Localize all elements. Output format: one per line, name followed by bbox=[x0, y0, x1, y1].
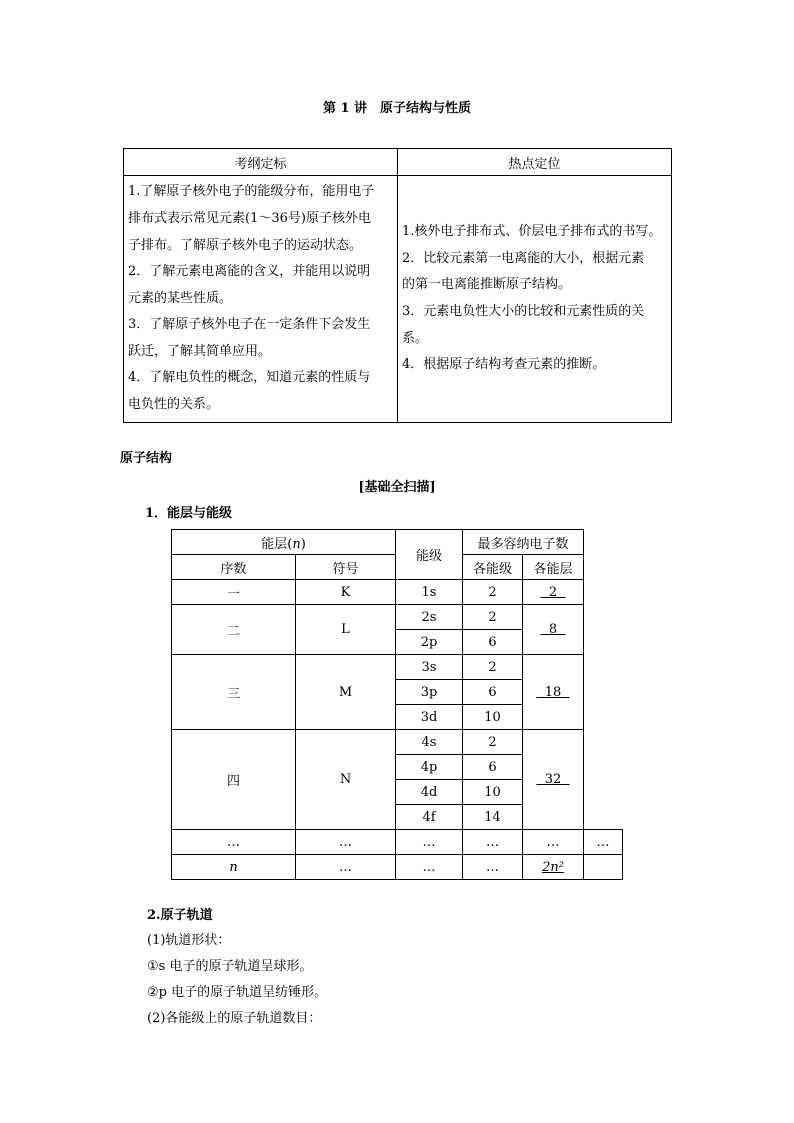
sublevel-cell: 2s bbox=[396, 605, 463, 630]
page-title: 第 1 讲 原子结构与性质 bbox=[322, 101, 472, 116]
outline-left-line: 元素的某些性质。 bbox=[128, 290, 233, 306]
count-cell: 10 bbox=[463, 780, 523, 805]
count-cell: 10 bbox=[463, 705, 523, 730]
count-cell: 2 bbox=[463, 730, 523, 755]
sublevel-cell: 4p bbox=[396, 755, 463, 780]
sublevel-cell: 3s bbox=[396, 655, 463, 680]
empty-cell bbox=[584, 680, 623, 705]
outline-header-right: 热点定位 bbox=[398, 149, 672, 176]
ellipsis-cell: … bbox=[296, 855, 396, 880]
header-max-electrons: 最多容纳电子数 bbox=[463, 530, 584, 555]
order-cell: 一 bbox=[172, 580, 296, 605]
n-layer-value: 2n² bbox=[542, 859, 564, 875]
empty-cell bbox=[584, 730, 623, 755]
ellipsis-cell: … bbox=[296, 830, 396, 855]
ellipsis-cell: … bbox=[396, 855, 463, 880]
outline-left-line: 排布式表示常见元素(1～36号)原子核外电 bbox=[128, 210, 371, 226]
header-symbol: 符号 bbox=[296, 555, 396, 580]
symbol-cell: N bbox=[296, 730, 396, 830]
order-cell: 二 bbox=[172, 605, 296, 655]
header-each-layer: 各能层 bbox=[523, 555, 584, 580]
empty-cell bbox=[584, 705, 623, 730]
heading-orbital: 2.原子轨道 bbox=[147, 908, 213, 923]
count-cell: 6 bbox=[463, 630, 523, 655]
outline-right-line: 2．比较元素第一电离能的大小，根据元素 bbox=[402, 250, 645, 266]
outline-right-line: 3．元素电负性大小的比较和元素性质的关 bbox=[402, 304, 645, 319]
empty-cell bbox=[584, 855, 623, 880]
energy-level-table bbox=[171, 529, 623, 880]
count-cell: 2 bbox=[463, 605, 523, 630]
outline-left-line: 4．了解电负性的概念，知道元素的性质与 bbox=[128, 370, 371, 386]
outline-left-line: 1.了解原子核外电子的能级分布，能用电子 bbox=[128, 184, 375, 200]
outline-right-line: 系。 bbox=[402, 330, 429, 346]
sublevel-cell: 4f bbox=[396, 805, 463, 830]
shape-heading: (1)轨道形状： bbox=[147, 933, 231, 948]
empty-cell bbox=[584, 655, 623, 680]
empty-cell bbox=[584, 580, 623, 605]
count-cell: 2 bbox=[463, 655, 523, 680]
outline-right-line: 1.核外电子排布式、价层电子排布式的书写。 bbox=[402, 224, 662, 240]
count-cell: 6 bbox=[463, 755, 523, 780]
outline-left-line: 子排布。了解原子核外电子的运动状态。 bbox=[128, 237, 363, 253]
header-sublevel: 能级 bbox=[396, 530, 463, 580]
empty-cell bbox=[584, 805, 623, 830]
outline-left-line: 3．了解原子核外电子在一定条件下会发生 bbox=[128, 317, 371, 333]
symbol-cell: M bbox=[296, 655, 396, 730]
section-title: 原子结构 bbox=[120, 451, 173, 466]
layer-total-cell bbox=[523, 580, 584, 605]
empty-cell bbox=[584, 555, 623, 580]
ellipsis-cell: … bbox=[172, 830, 296, 855]
layer-total-cell bbox=[523, 730, 584, 830]
layer-total-value: 8 bbox=[548, 622, 558, 637]
empty-cell bbox=[584, 630, 623, 655]
symbol-cell: L bbox=[296, 605, 396, 655]
s-orbital-shape: ①s 电子的原子轨道呈球形。 bbox=[147, 959, 313, 974]
outline-left-cell bbox=[124, 176, 398, 423]
sublevel-cell: 4d bbox=[396, 780, 463, 805]
sublevel-cell: 3d bbox=[396, 705, 463, 730]
outline-left-line: 电负性的关系。 bbox=[128, 397, 220, 413]
outline-left-line: 跃迁，了解其简单应用。 bbox=[128, 343, 272, 359]
order-cell: 三 bbox=[172, 655, 296, 730]
sublevel-cell: 3p bbox=[396, 680, 463, 705]
outline-right-line: 的第一电离能推断原子结构。 bbox=[402, 277, 572, 293]
sublevel-cell: 1s bbox=[396, 580, 463, 605]
p-orbital-shape: ②p 电子的原子轨道呈纺锤形。 bbox=[147, 985, 328, 1000]
outline-right-cell bbox=[398, 176, 672, 423]
order-cell: 四 bbox=[172, 730, 296, 830]
count-cell: 2 bbox=[463, 580, 523, 605]
n-cell: n bbox=[172, 855, 296, 880]
empty-cell bbox=[584, 780, 623, 805]
layer-total-cell bbox=[523, 655, 584, 730]
n-layer-cell bbox=[523, 855, 584, 880]
empty-cell bbox=[584, 605, 623, 630]
ellipsis-cell: … bbox=[396, 830, 463, 855]
layer-total-value: 32 bbox=[544, 772, 562, 787]
header-order: 序数 bbox=[172, 555, 296, 580]
count-cell: 6 bbox=[463, 680, 523, 705]
sublevel-cell: 4s bbox=[396, 730, 463, 755]
ellipsis-cell: … bbox=[463, 830, 523, 855]
symbol-cell: K bbox=[296, 580, 396, 605]
header-layer: 能层(n) bbox=[172, 530, 396, 555]
layer-total-value: 18 bbox=[544, 684, 562, 700]
layer-total-cell bbox=[523, 605, 584, 655]
outline-left-line: 2．了解元素电离能的含义，并能用以说明 bbox=[128, 264, 371, 280]
outline-right-line: 4．根据原子结构考查元素的推断。 bbox=[402, 357, 606, 373]
outline-header-left: 考纲定标 bbox=[124, 149, 398, 176]
heading-energy-levels: 1．能层与能级 bbox=[145, 506, 233, 521]
empty-cell bbox=[584, 755, 623, 780]
sub-title: [基础全扫描] bbox=[358, 480, 436, 495]
orbital-count-heading: (2)各能级上的原子轨道数目： bbox=[147, 1011, 322, 1026]
ellipsis-cell: … bbox=[463, 855, 523, 880]
ellipsis-cell: … bbox=[523, 830, 584, 855]
ellipsis-cell: … bbox=[584, 830, 623, 855]
sublevel-cell: 2p bbox=[396, 630, 463, 655]
empty-cell bbox=[584, 530, 623, 555]
count-cell: 14 bbox=[463, 805, 523, 830]
layer-total-value: 2 bbox=[548, 584, 558, 600]
header-each-sublevel: 各能级 bbox=[463, 555, 523, 580]
outline-table bbox=[123, 148, 672, 423]
